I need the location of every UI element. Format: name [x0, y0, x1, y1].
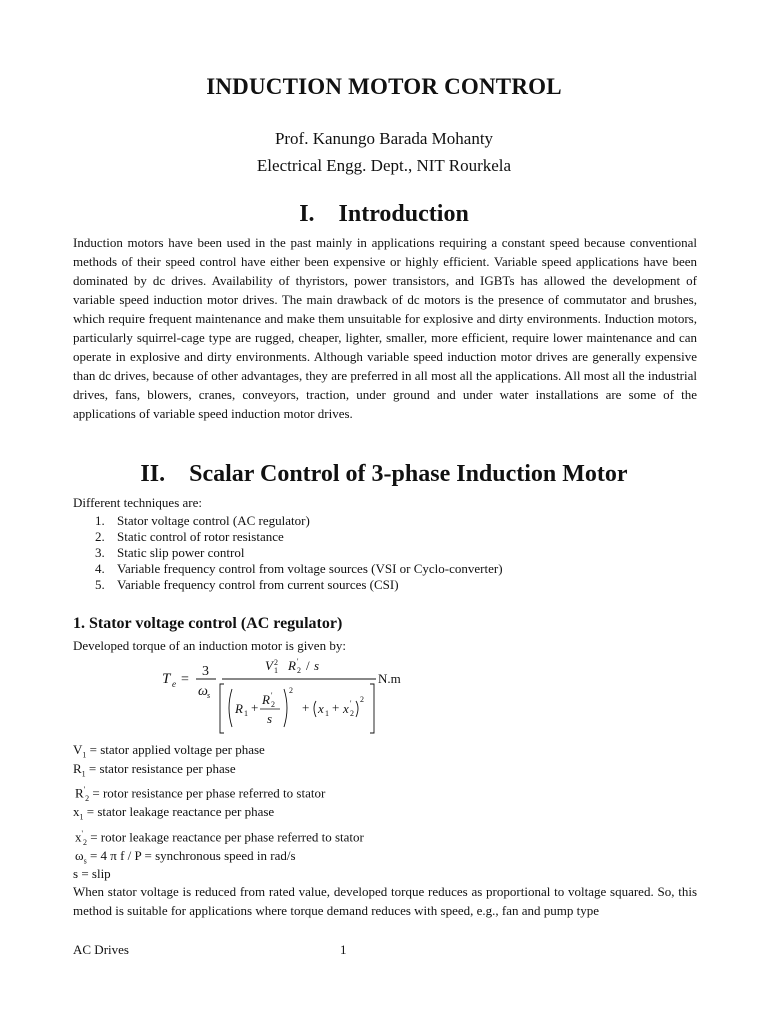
def-v1: $V_1$ = stator applied voltage per phase — [73, 742, 265, 760]
svg-text:': ' — [271, 691, 273, 700]
list-item: 4. Variable frequency control from voltage sources (VSI or Cyclo-converter) — [95, 561, 503, 576]
eq-equals: = — [181, 672, 189, 687]
svg-text:+: + — [302, 700, 310, 715]
author-affiliation: Electrical Engg. Dept., NIT Rourkela — [256, 156, 512, 175]
svg-text:R: R — [288, 658, 296, 673]
section-heading-introduction — [0, 201, 768, 228]
def-x2: $x'_2$ = rotor leakage reactance per phase referred to stator — [75, 829, 364, 847]
doc-title: INDUCTION MOTOR CONTROL — [206, 74, 562, 99]
author-name: Prof. Kanungo Barada Mohanty — [274, 129, 494, 148]
section-title: Introduction — [338, 201, 469, 227]
list-item: 2. Static control of rotor resistance — [95, 529, 284, 544]
svg-text:': ' — [297, 657, 299, 666]
section-number: I. — [299, 201, 315, 227]
section-heading-scalar-control — [0, 461, 768, 488]
svg-text:1: 1 — [325, 709, 329, 718]
eq-coef-den: ω — [198, 684, 208, 699]
techniques-list — [95, 513, 503, 593]
svg-text:+: + — [251, 700, 259, 715]
eq-lhs: T — [162, 671, 171, 687]
svg-text:R: R — [262, 692, 270, 707]
equation-lead: Developed torque of an induction motor is given by: — [73, 638, 346, 653]
techniques-intro: Different techniques are: — [73, 495, 202, 510]
section-number: II. — [140, 461, 166, 487]
def-slip: s = slip — [73, 866, 111, 881]
svg-text:1: 1 — [274, 666, 278, 675]
svg-text:V: V — [265, 658, 273, 673]
list-item: 1. Stator voltage control (AC regulator) — [95, 513, 310, 528]
section-title: Scalar Control of 3-phase Induction Motor — [189, 461, 628, 487]
svg-text:s: s — [267, 711, 273, 726]
eq-coef-num: 3 — [202, 664, 209, 679]
svg-text:2: 2 — [271, 700, 275, 709]
svg-text:s: s — [314, 658, 320, 673]
svg-text:x: x — [343, 701, 349, 716]
svg-text:2: 2 — [350, 709, 354, 718]
svg-text:2: 2 — [360, 695, 364, 704]
torque-equation — [150, 655, 410, 741]
eq-coef-den-sub: s — [207, 691, 211, 700]
svg-text:R: R — [235, 701, 243, 716]
def-ws: $\omega_s = 4$ π f / P = synchronous speed in rad/s — [75, 848, 296, 866]
subsection-heading: 1. Stator voltage control (AC regulator) — [73, 615, 343, 632]
svg-text:1: 1 — [244, 709, 248, 718]
svg-text:2: 2 — [289, 686, 293, 695]
def-r1: $R_1$ = stator resistance per phase — [73, 761, 236, 779]
svg-text:+: + — [332, 700, 340, 715]
svg-text:x: x — [318, 701, 324, 716]
introduction-paragraph: Induction motors have been used in the past mainly in applications requiring a constant speed because conventional methods of their speed control have either been expensive or highly efficient. Variable speed applications have been dominated by dc drives. Availability of thyristors, power transistors, and IGBTs has allowed the development of variable speed induction motor drives. The main drawback of dc motors is the presence of commutator and brushes, which require frequent maintenance and make them unsuitable for explosive and dirty environments. Induction motors, particularly squirrel-cage type are rugged, cheaper, lighter, smaller, more efficient, require lower maintenance and can operate in explosive and dirty environments. Although variable speed induction motor drives are generally expensive than dc drives, because of other advantages, they are preferred in all most all the applications. All most all the industrial drives, fans, blowers, cranes, conveyors, traction, under ground and under water installations are some of the applications of variable speed induction motor drives. — [73, 235, 697, 421]
list-item: 3. Static slip power control — [95, 545, 245, 560]
def-x1: $x_1$ = stator leakage reactance per phase — [73, 804, 275, 822]
page-number: 1 — [340, 942, 347, 957]
svg-text:/: / — [306, 658, 310, 673]
eq-unit: N.m — [378, 671, 401, 686]
svg-text:': ' — [350, 699, 352, 708]
eq-lhs-sub: e — [172, 679, 176, 689]
closing-paragraph: When stator voltage is reduced from rated value, developed torque reduces as proportional to voltage squared. So, this method is suitable for applications where torque demand reduces with speed, e.g., fan and pump type — [73, 884, 697, 918]
svg-text:2: 2 — [297, 666, 301, 675]
eq-denominator — [220, 684, 374, 733]
def-r2: $R'_2$ = rotor resistance per phase referred to stator — [75, 785, 326, 803]
svg-text:2: 2 — [274, 658, 278, 667]
list-item: 5. Variable frequency control from current sources (CSI) — [95, 577, 399, 592]
footer-course: AC Drives — [73, 942, 129, 957]
eq-numerator — [265, 657, 319, 675]
